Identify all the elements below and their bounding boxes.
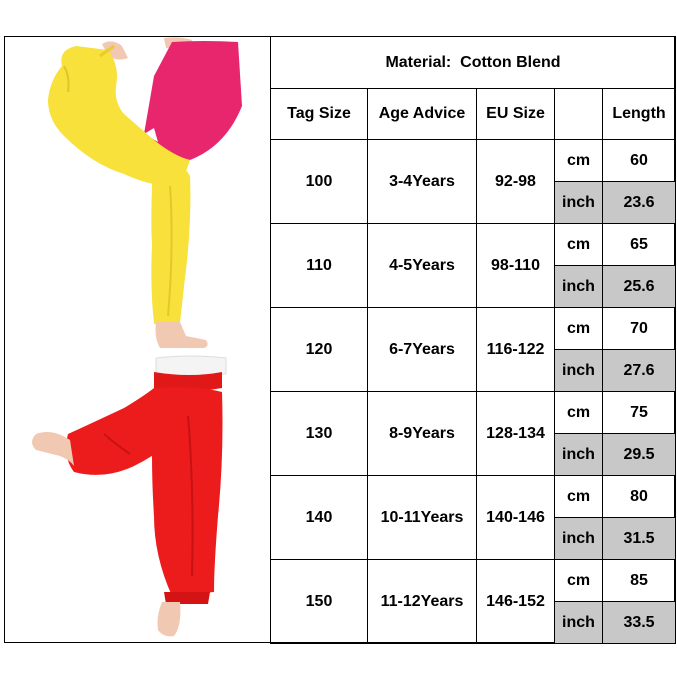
age-advice-cell: 4-5Years bbox=[368, 224, 477, 308]
age-advice-cell: 10-11Years bbox=[368, 476, 477, 560]
length-inch-cell: 23.6 bbox=[603, 182, 676, 224]
unit-inch-cell: inch bbox=[555, 182, 603, 224]
tag-size-cell: 140 bbox=[271, 476, 368, 560]
header-tag-size: Tag Size bbox=[271, 89, 368, 140]
length-inch-cell: 29.5 bbox=[603, 434, 676, 476]
header-length: Length bbox=[603, 89, 676, 140]
header-row bbox=[271, 89, 676, 140]
material-value: Cotton Blend bbox=[460, 53, 561, 71]
unit-cm-cell: cm bbox=[555, 560, 603, 602]
material-title bbox=[271, 37, 676, 89]
length-cm-cell: 60 bbox=[603, 140, 676, 182]
tag-size-cell: 130 bbox=[271, 392, 368, 476]
length-cm-cell: 85 bbox=[603, 560, 676, 602]
length-cm-cell: 75 bbox=[603, 392, 676, 434]
length-inch-cell: 33.5 bbox=[603, 602, 676, 644]
age-advice-cell: 8-9Years bbox=[368, 392, 477, 476]
unit-inch-cell: inch bbox=[555, 518, 603, 560]
table-row bbox=[271, 140, 676, 182]
header-age-advice: Age Advice bbox=[368, 89, 477, 140]
eu-size-cell: 146-152 bbox=[477, 560, 555, 644]
age-advice-cell: 11-12Years bbox=[368, 560, 477, 644]
eu-size-cell: 128-134 bbox=[477, 392, 555, 476]
table-row bbox=[271, 224, 676, 266]
tag-size-cell: 110 bbox=[271, 224, 368, 308]
age-advice-cell: 3-4Years bbox=[368, 140, 477, 224]
yellow-pants-photo bbox=[48, 37, 242, 348]
unit-cm-cell: cm bbox=[555, 224, 603, 266]
product-photos bbox=[4, 36, 271, 643]
eu-size-cell: 98-110 bbox=[477, 224, 555, 308]
length-inch-cell: 27.6 bbox=[603, 350, 676, 392]
tag-size-cell: 100 bbox=[271, 140, 368, 224]
table-row bbox=[271, 308, 676, 350]
unit-inch-cell: inch bbox=[555, 602, 603, 644]
length-cm-cell: 70 bbox=[603, 308, 676, 350]
tag-size-cell: 120 bbox=[271, 308, 368, 392]
eu-size-cell: 140-146 bbox=[477, 476, 555, 560]
header-eu-size: EU Size bbox=[477, 89, 555, 140]
unit-inch-cell: inch bbox=[555, 434, 603, 476]
red-pants-photo bbox=[32, 356, 226, 636]
length-cm-cell: 65 bbox=[603, 224, 676, 266]
eu-size-cell: 116-122 bbox=[477, 308, 555, 392]
tag-size-cell: 150 bbox=[271, 560, 368, 644]
table-row bbox=[271, 392, 676, 434]
eu-size-cell: 92-98 bbox=[477, 140, 555, 224]
product-photo-panel bbox=[4, 36, 271, 643]
length-inch-cell: 25.6 bbox=[603, 266, 676, 308]
table-row bbox=[271, 560, 676, 602]
table-row bbox=[271, 476, 676, 518]
length-cm-cell: 80 bbox=[603, 476, 676, 518]
unit-cm-cell: cm bbox=[555, 308, 603, 350]
unit-cm-cell: cm bbox=[555, 392, 603, 434]
unit-inch-cell: inch bbox=[555, 266, 603, 308]
unit-cm-cell: cm bbox=[555, 140, 603, 182]
unit-cm-cell: cm bbox=[555, 476, 603, 518]
material-row bbox=[271, 37, 676, 89]
length-inch-cell: 31.5 bbox=[603, 518, 676, 560]
age-advice-cell: 6-7Years bbox=[368, 308, 477, 392]
unit-inch-cell: inch bbox=[555, 350, 603, 392]
material-label: Material: bbox=[385, 53, 452, 71]
header-unit bbox=[555, 89, 603, 140]
size-chart-table bbox=[270, 36, 676, 644]
